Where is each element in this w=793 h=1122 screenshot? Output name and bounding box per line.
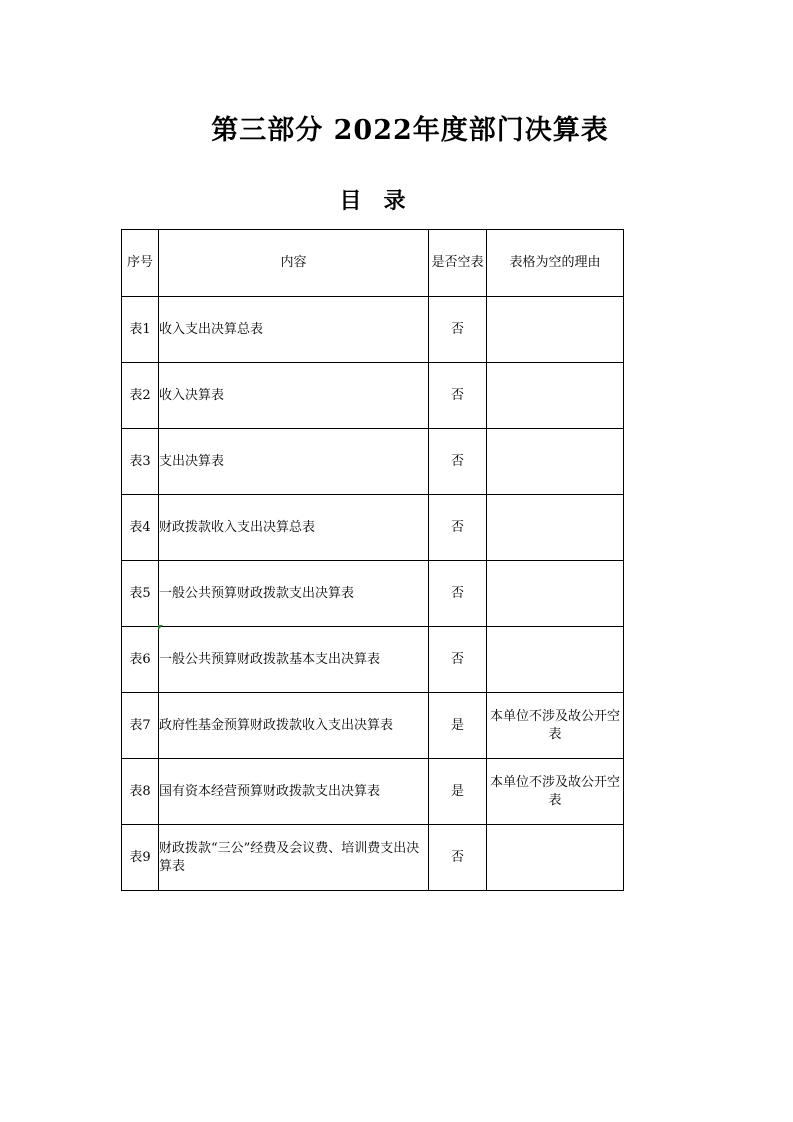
row-seq: 表9 [122,825,159,891]
row-content: 政府性基金预算财政拨款收入支出决算表 [159,693,429,759]
row-reason [487,627,624,693]
row-seq: 表2 [122,363,159,429]
table-row [122,693,624,759]
row-is-empty: 否 [429,627,487,693]
row-content: 财政拨款“三公”经费及会议费、培训费支出决算表 [159,825,429,891]
header-content: 内容 [159,230,429,297]
row-seq: 表4 [122,495,159,561]
header-seq: 序号 [122,230,159,297]
row-reason [487,363,624,429]
row-reason: 本单位不涉及故公开空表 [487,759,624,825]
row-is-empty: 是 [429,693,487,759]
header-row [122,230,624,297]
row-seq: 表8 [122,759,159,825]
row-reason [487,429,624,495]
row-content: 支出决算表 [159,429,429,495]
row-content: 收入支出决算总表 [159,297,429,363]
row-is-empty: 否 [429,429,487,495]
table-row [122,759,624,825]
row-reason: 本单位不涉及故公开空表 [487,693,624,759]
row-seq: 表1 [122,297,159,363]
table-row [122,297,624,363]
row-reason [487,561,624,627]
row-reason [487,825,624,891]
page-title: 第三部分 2022年度部门决算表 [211,115,609,146]
row-is-empty: 否 [429,363,487,429]
cell-comment-marker-icon [158,625,163,630]
row-seq: 表5 [122,561,159,627]
row-is-empty: 否 [429,825,487,891]
row-is-empty: 否 [429,561,487,627]
row-reason [487,297,624,363]
row-is-empty: 否 [429,297,487,363]
header-reason: 表格为空的理由 [487,230,624,297]
toc-title: 目 录 [339,189,406,214]
toc-table-header [122,230,624,297]
table-row [122,627,624,693]
row-content: 收入决算表 [159,363,429,429]
table-row [122,561,624,627]
header-is-empty: 是否空表 [429,230,487,297]
row-seq: 表6 [122,627,159,693]
toc-table-body [122,297,624,891]
row-content: 一般公共预算财政拨款支出决算表 [159,561,429,627]
table-row [122,825,624,891]
row-is-empty: 否 [429,495,487,561]
row-seq: 表7 [122,693,159,759]
row-reason [487,495,624,561]
table-row [122,495,624,561]
table-row [122,429,624,495]
row-content: 一般公共预算财政拨款基本支出决算表 [159,627,429,693]
row-is-empty: 是 [429,759,487,825]
table-row [122,363,624,429]
row-seq: 表3 [122,429,159,495]
row-content: 财政拨款收入支出决算总表 [159,495,429,561]
toc-table [121,229,624,891]
row-content: 国有资本经营预算财政拨款支出决算表 [159,759,429,825]
